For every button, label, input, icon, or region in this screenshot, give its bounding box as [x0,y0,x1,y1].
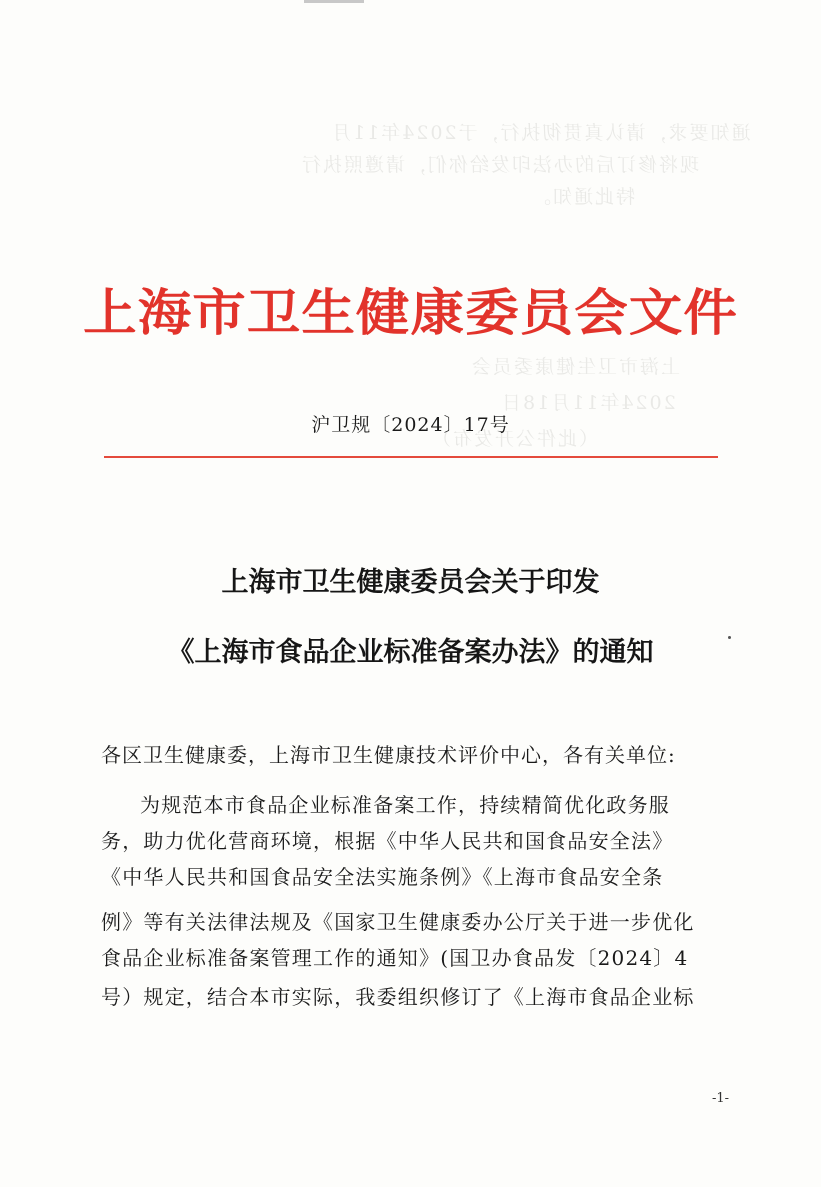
body-text-line: 号）规定，结合本市实际，我委组织修订了《上海市食品企业标 [101,985,695,1009]
scan-mark [304,0,364,3]
bleed-through: 通知要求，请认真贯彻执行，于2024年11月 [330,122,751,144]
addressee: 各区卫生健康委，上海市卫生健康技术评价中心，各有关单位: [101,743,676,767]
body-text-line: 例》等有关法律法规及《国家卫生健康委办公厅关于进一步优化 [101,910,695,934]
scan-speck [728,636,731,639]
red-separator-line [104,456,718,458]
bleed-through: 上海市卫生健康委员会 [470,356,681,378]
body-text-line: 为规范本市食品企业标准备案工作，持续精简优化政务服 [140,793,670,817]
bleed-through: 特此通知。 [530,186,636,208]
document-title-line-2: 《上海市食品企业标准备案办法》的通知 [167,637,654,668]
body-text-line: 《中华人民共和国食品安全法实施条例》《上海市食品安全条 [101,865,664,889]
bleed-through: 现将修订后的办法印发给你们，请遵照执行 [300,154,700,176]
document-title-line-1: 上海市卫生健康委员会关于印发 [221,567,600,598]
body-text-line: 务，助力优化营商环境，根据《中华人民共和国食品安全法》 [101,829,674,853]
bleed-through: 2024年11月18日 [500,392,676,414]
page-number: -1- [711,1091,729,1106]
bleed-through: （此件公开发布） [430,428,599,450]
body-text-line: 食品企业标准备案管理工作的通知》(国卫办食品发〔2024〕4 [101,946,689,970]
document-number: 沪卫规〔2024〕17号 [311,414,510,436]
document-masthead: 上海市卫生健康委员会文件 [83,283,738,342]
